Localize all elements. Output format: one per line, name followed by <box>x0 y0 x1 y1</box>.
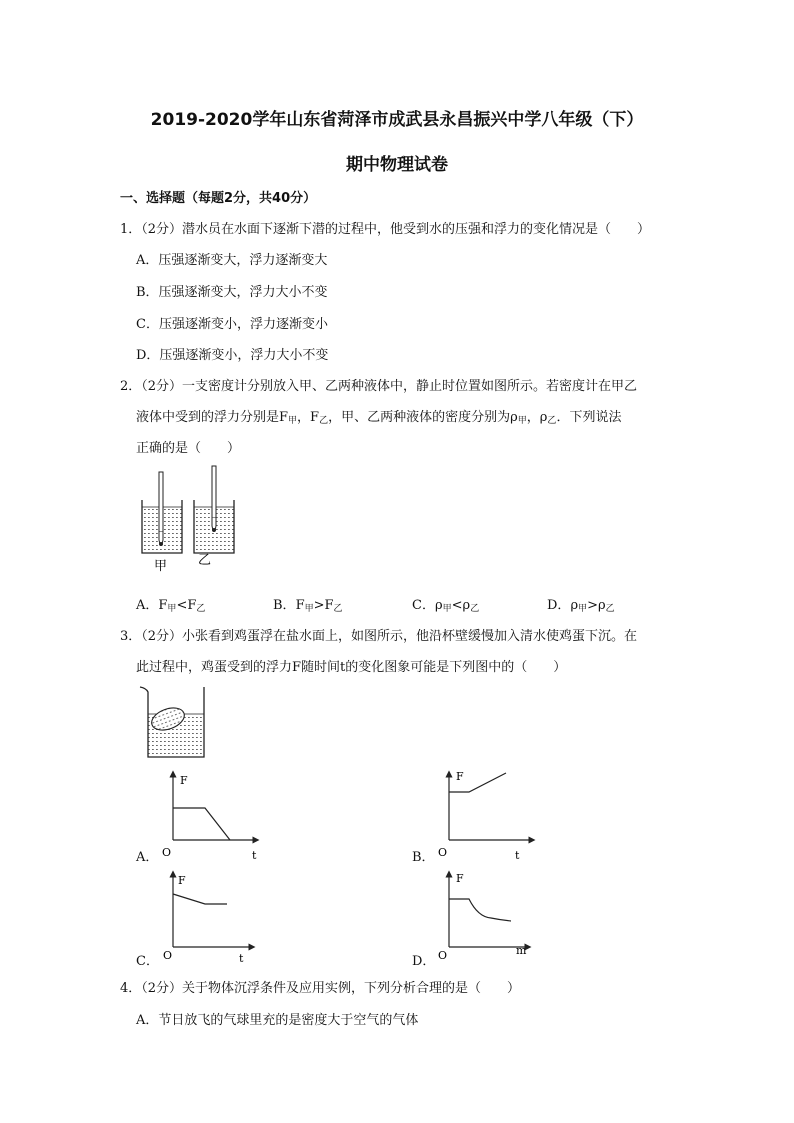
graph-b[interactable] <box>436 770 546 865</box>
question-1-option-d[interactable]: D．压强逐渐变小，浮力大小不变 <box>136 348 329 363</box>
svg-text:O: O <box>438 846 448 859</box>
question-2-option-c[interactable]: C．$\rho_甲<\rho_乙$ <box>412 598 480 614</box>
question-2-option-d[interactable]: D．$\rho_甲>\rho_乙$ <box>547 598 615 614</box>
question-3-stem-line2: 此过程中，鸡蛋受到的浮力F随时间t的变化图象可能是下列图中的（ ） <box>136 660 567 675</box>
graph-b-label[interactable]: B． <box>412 850 435 865</box>
graph-d-label[interactable]: D． <box>412 954 436 969</box>
question-4-stem: 4．（2分）关于物体沉浮条件及应用实例，下列分析合理的是（ ） <box>120 981 521 996</box>
graph-d-curve <box>449 899 511 921</box>
hydrometer-figure <box>136 468 246 578</box>
figure-label-jia: 甲 <box>154 559 168 574</box>
hydrometer-jia <box>159 472 163 532</box>
graph-c[interactable] <box>160 870 270 965</box>
svg-text:t: t <box>515 849 520 862</box>
figure-label-yi: 乙 <box>198 553 212 568</box>
question-2-option-a[interactable]: A．$F_甲<F_乙$ <box>136 598 206 614</box>
svg-text:F: F <box>178 874 186 887</box>
page-title-line2: 期中物理试卷 <box>346 155 448 175</box>
hydrometer-yi <box>212 466 216 518</box>
svg-text:F: F <box>180 774 188 787</box>
section-heading: 一、选择题（每题2分，共40分） <box>120 191 317 206</box>
svg-text:O: O <box>438 949 448 962</box>
question-2-stem-line3: 正确的是（ ） <box>136 441 241 456</box>
svg-text:t: t <box>252 849 257 862</box>
page-title-line1: 2019-2020学年山东省菏泽市成武县永昌振兴中学八年级（下） <box>150 110 644 130</box>
svg-text:F: F <box>456 872 464 885</box>
question-1-stem: 1．（2分）潜水员在水面下逐渐下潜的过程中，他受到水的压强和浮力的变化情况是（ ） <box>120 222 651 237</box>
egg-beaker-figure <box>136 684 216 760</box>
question-1-option-c[interactable]: C．压强逐渐变小，浮力逐渐变小 <box>136 317 328 332</box>
question-4-option-a[interactable]: A．节日放飞的气球里充的是密度大于空气的气体 <box>136 1013 419 1028</box>
svg-text:m: m <box>516 944 527 957</box>
graph-c-curve <box>173 894 227 904</box>
question-1-option-b[interactable]: B．压强逐渐变大，浮力大小不变 <box>136 285 328 300</box>
svg-text:O: O <box>163 949 173 962</box>
question-3-stem-line1: 3．（2分）小张看到鸡蛋浮在盐水面上，如图所示，他沿杯壁缓慢加入清水使鸡蛋下沉。在 <box>120 629 638 644</box>
graph-a[interactable] <box>160 770 270 865</box>
graph-a-curve <box>173 808 230 840</box>
graph-d[interactable] <box>436 870 546 965</box>
question-2-option-b[interactable]: B．$F_甲>F_乙$ <box>273 598 343 614</box>
question-2-stem-line1: 2．（2分）一支密度计分别放入甲、乙两种液体中，静止时位置如图所示。若密度计在甲乙 <box>120 379 638 394</box>
svg-text:O: O <box>162 846 172 859</box>
svg-text:t: t <box>239 952 244 965</box>
svg-text:F: F <box>456 770 464 783</box>
question-2-stem-line2: 液体中受到的浮力分别是$F_甲$，$F_乙$，甲、乙两种液体的密度分别为$\rho_甲$，$\rho_乙$．下列说法 <box>136 410 622 426</box>
question-1-option-a[interactable]: A．压强逐渐变大，浮力逐渐变大 <box>136 253 328 268</box>
graph-c-label[interactable]: C． <box>136 954 159 969</box>
graph-a-label[interactable]: A． <box>136 850 159 865</box>
